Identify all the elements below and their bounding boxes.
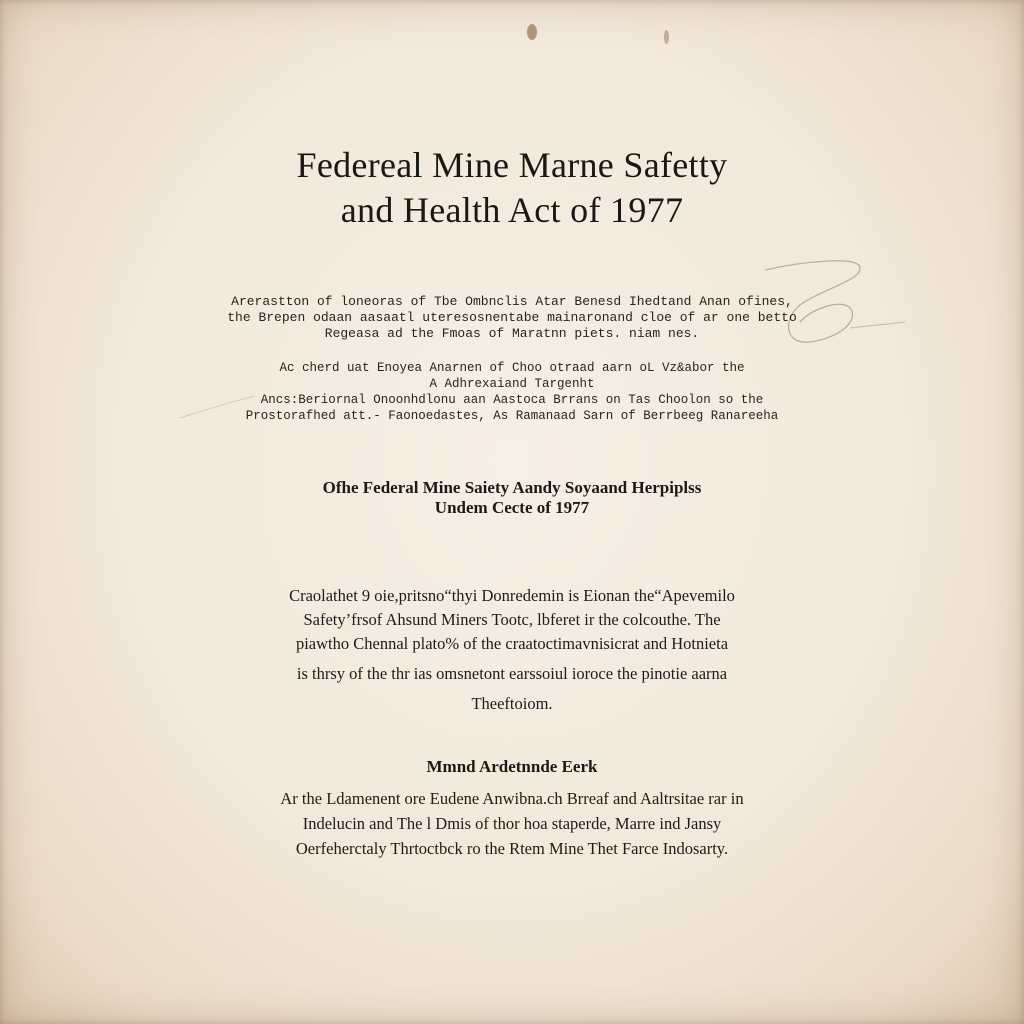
text-line: Ancs:Beriornal Onoonhdlonu aan Aastoca Brrans on Tas Choolon so the	[260, 393, 764, 407]
text-line: Regeasa ad the Fmoas of Maratnn piets. niam nes.	[324, 326, 700, 341]
paper-stain	[527, 24, 537, 40]
abstract-paragraph	[0, 294, 1024, 342]
text-line: Safety’frsof Ahsund Miners Tootc, lbferet ir the colcouthe. The	[303, 610, 721, 629]
text-line: is thrsy of the thr ias omsnetont earssoiul ioroce the pinotie aarna	[296, 664, 728, 683]
text-line: Arerastton of loneoras of Tbe Ombnclis Atar Benesd Ihedtand Anan ofines,	[231, 294, 793, 309]
section-heading: Mmnd Ardetnnde Eerk	[426, 757, 598, 776]
text-line: Theeftoiom.	[471, 694, 553, 713]
text-line: Ar the Ldamenent ore Eudene Anwibna.ch Brreaf and Aaltrsitae rar in	[280, 789, 744, 808]
paper-stain	[664, 30, 669, 44]
text-line: the Brepen odaan aasaatl uteresosnentabe mainaronand cloe of ar one betto	[227, 310, 797, 325]
title-line: and Health Act of 1977	[340, 190, 684, 230]
document-title	[0, 143, 1024, 233]
abstract-paragraph	[0, 360, 1024, 424]
body-paragraph	[0, 584, 1024, 716]
body-paragraph	[0, 786, 1024, 861]
text-line: piawtho Chennal plato% of the craatoctimavnisicrat and Hotnieta	[295, 634, 729, 653]
text-line: Prostorafhed att.- Faonoedastes, As Ramanaad Sarn of Berrbeeg Ranareeha	[245, 409, 779, 423]
subtitle-line: Ofhe Federal Mine Saiety Aandy Soyaand Herpiplss	[322, 478, 702, 497]
text-line: Ac cherd uat Enoyea Anarnen of Choo otraad aarn oL Vz&abor the	[279, 361, 745, 375]
text-line: Oerfeherctaly Thrtoctbck ro the Rtem Mine Thet Farce Indosarty.	[295, 839, 729, 858]
title-line: Federeal Mine Marne Safetty	[296, 145, 728, 185]
text-line: Craolathet 9 oie,pritsno“thyi Donredemin is Eionan the“Apevemilo	[289, 586, 735, 605]
subtitle-line: Undem Cecte of 1977	[434, 498, 590, 517]
document-subtitle	[0, 478, 1024, 518]
text-line: Indelucin and The l Dmis of thor hoa staperde, Marre ind Jansy	[302, 814, 722, 833]
text-line: A Adhrexaiand Targenht	[429, 377, 595, 391]
